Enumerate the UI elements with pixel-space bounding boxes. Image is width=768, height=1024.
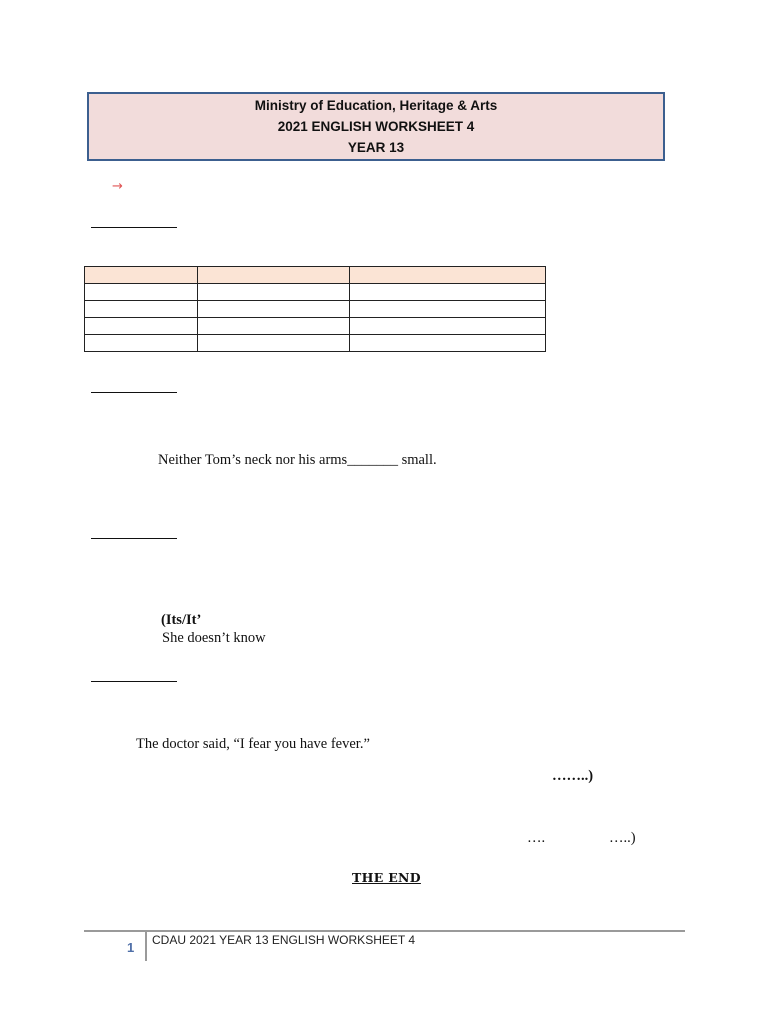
table-cell [350, 301, 546, 318]
table-cell [350, 335, 546, 352]
worksheet-heading: 2021 ENGLISH WORKSHEET 4 [277, 119, 475, 134]
table-header-row [85, 267, 546, 284]
footer-vertical-divider [145, 930, 147, 961]
table-cell [350, 267, 546, 284]
footer-divider [84, 930, 685, 932]
table-cell [85, 301, 198, 318]
page-number: 1 [127, 940, 135, 955]
answer-dots-2: …. [527, 830, 546, 846]
table-row [85, 301, 546, 318]
table-cell [85, 267, 198, 284]
table-cell [350, 284, 546, 301]
table-cell [198, 284, 350, 301]
answer-dots-3: …..) [609, 830, 636, 846]
the-end-heading: THE END [352, 870, 421, 885]
table-cell [198, 301, 350, 318]
table-row [85, 335, 546, 352]
section-underline-3 [91, 538, 177, 539]
table-cell [198, 267, 350, 284]
year-heading: YEAR 13 [347, 140, 405, 155]
neither-sentence: Neither Tom’s neck nor his arms_______ small. [158, 452, 437, 468]
worksheet-title-box [87, 92, 665, 161]
table-cell [85, 284, 198, 301]
arrow-icon: → [112, 179, 123, 194]
table-cell [85, 318, 198, 335]
table-cell [198, 335, 350, 352]
doctor-sentence: The doctor said, “I fear you have fever.” [136, 736, 370, 752]
section-underline-2 [91, 392, 177, 393]
doesnt-know-sentence: She doesn’t know [162, 630, 266, 646]
table-row [85, 318, 546, 335]
its-options-label: (Its/It’ [161, 612, 202, 628]
table-cell [350, 318, 546, 335]
section-underline-4 [91, 681, 177, 682]
table-row [85, 284, 546, 301]
footer-title: CDAU 2021 YEAR 13 ENGLISH WORKSHEET 4 [152, 933, 415, 947]
answer-table [84, 266, 546, 352]
section-underline-1 [91, 227, 177, 228]
table-cell [85, 335, 198, 352]
answer-dots-1: ……..) [552, 768, 594, 784]
table-cell [198, 318, 350, 335]
ministry-heading: Ministry of Education, Heritage & Arts [254, 98, 498, 113]
